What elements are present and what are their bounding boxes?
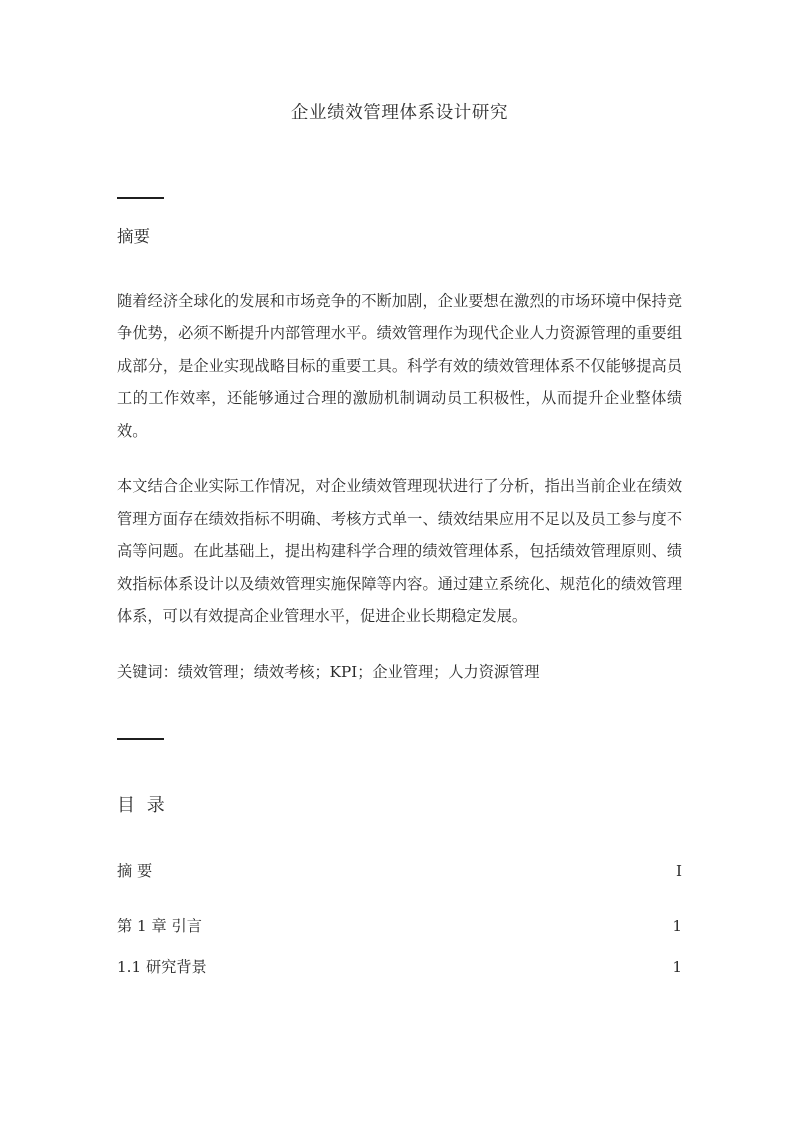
toc-entry-chapter-1[interactable] — [117, 911, 682, 941]
toc-dot-leader — [152, 861, 667, 876]
toc-dot-leader — [207, 957, 671, 972]
abstract-paragraph-1: 随着经济全球化的发展和市场竞争的不断加剧，企业要想在激烈的市场环境中保持竞争优势，必须不断提升内部管理水平。绩效管理作为现代企业人力资源管理的重要组成部分，是企业实现战略目标的重要工具。科学有效的绩效管理体系不仅能够提高员工的工作效率，还能够通过合理的激励机制调动员工积极性，从而提升企业整体绩效。 — [117, 291, 682, 440]
toc-entry-page: 1 — [672, 917, 682, 936]
toc-entry-label: 1.1 研究背景 — [117, 958, 207, 977]
abstract-paragraph-2: 本文结合企业实际工作情况，对企业绩效管理现状进行了分析，指出当前企业在绩效管理方面存在绩效指标不明确、考核方式单一、绩效结果应用不足以及员工参与度不高等问题。在此基础上，提出构建科学合理的绩效管理体系，包括绩效管理原则、绩效指标体系设计以及绩效管理实施保障等内容。通过建立系统化、规范化的绩效管理体系，可以有效提高企业管理水平，促进企业长期稳定发展。 — [117, 477, 682, 626]
abstract-section-divider — [117, 197, 164, 199]
abstract-heading: 摘要 — [117, 226, 150, 246]
toc-heading: 目 录 — [117, 795, 168, 817]
toc-entry-section-1-1[interactable] — [117, 952, 682, 982]
toc-entry-label: 第 1 章 引言 — [117, 917, 202, 936]
toc-dot-leader — [202, 916, 670, 931]
toc-section-divider — [117, 738, 164, 740]
toc-entry-page: 1 — [672, 958, 682, 977]
abstract-keywords: 关键词：绩效管理；绩效考核；KPI；企业管理；人力资源管理 — [117, 662, 540, 681]
toc-entry-page: Ⅰ — [676, 862, 682, 881]
toc-entry-abstract[interactable] — [117, 856, 682, 886]
toc-list — [117, 856, 682, 982]
toc-entry-label: 摘 要 — [117, 862, 153, 881]
page-title: 企业绩效管理体系设计研究 — [290, 103, 509, 123]
